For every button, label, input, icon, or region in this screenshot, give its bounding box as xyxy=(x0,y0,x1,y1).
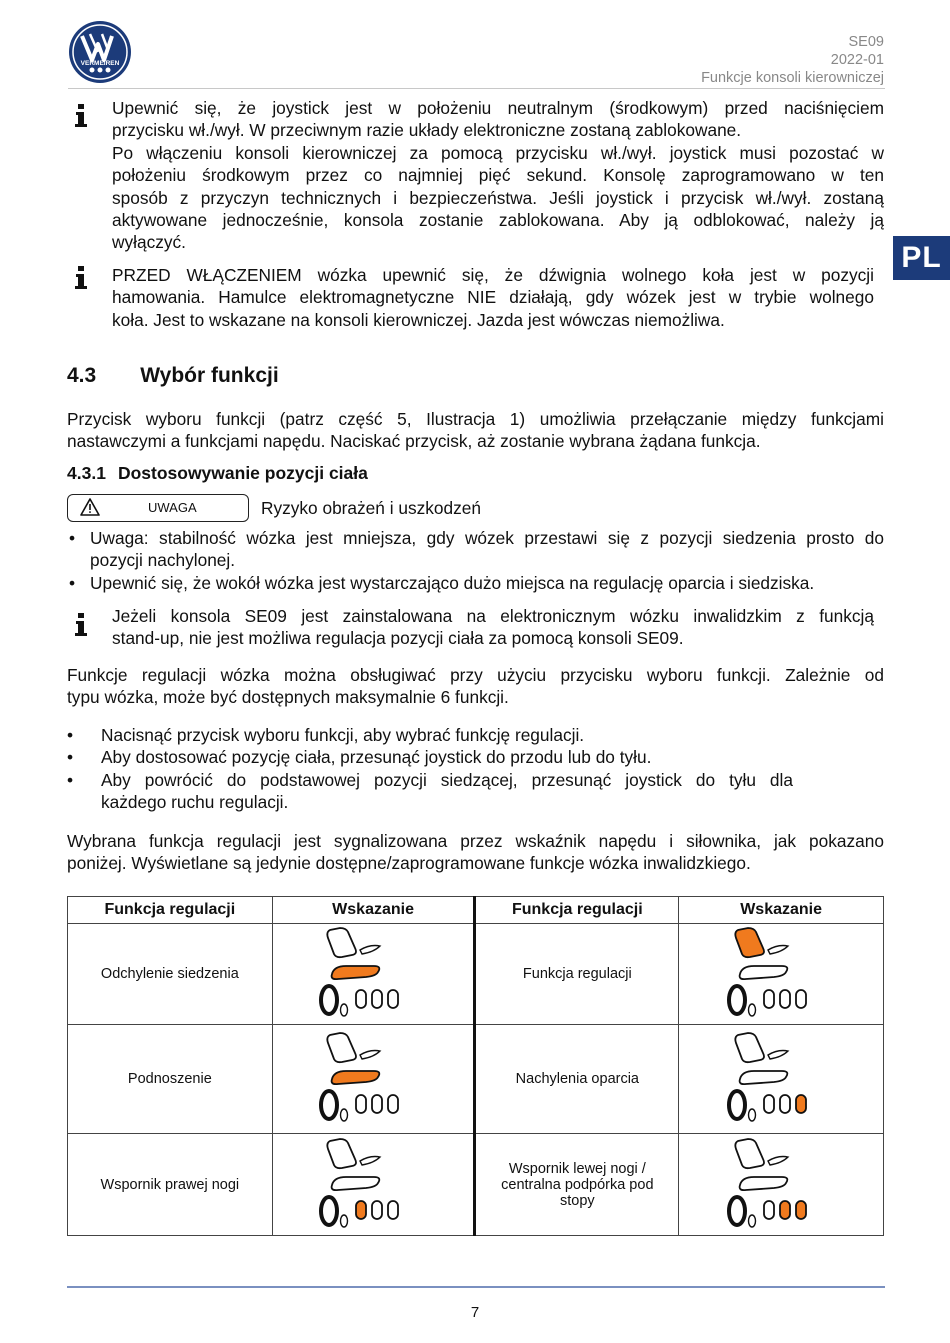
seat-tilt-indicator-icon xyxy=(318,924,428,1020)
armrest-segment xyxy=(768,1156,788,1165)
table-header: Funkcja regulacji xyxy=(68,897,273,924)
header-date: 2022-01 xyxy=(830,52,884,68)
legrest-segment xyxy=(796,990,806,1008)
indicator-cell xyxy=(272,1134,475,1236)
legrest-segment xyxy=(372,1201,382,1219)
backrest-segment xyxy=(327,1139,356,1168)
legrest-segment xyxy=(388,1095,398,1113)
table-header: Funkcja regulacji xyxy=(475,897,679,924)
caster-segment xyxy=(341,1215,348,1227)
caster-segment xyxy=(341,1004,348,1016)
info-icon xyxy=(74,104,88,133)
list-item: • Aby dostosować pozycję ciała, przesunąć joystick do przodu lub do tyłu. xyxy=(67,747,652,768)
paragraph-indicator: Wybrana funkcja regulacji jest sygnalizowana przez wskaźnik napędu i siłownika, jak pokazano poniżej. Wyświetlane są jedynie dostępne/zaprogramowane funkcje wózka inwalidzkiego. xyxy=(67,831,884,874)
legrest-segment xyxy=(780,1201,790,1219)
warning-text: Ryzyko obrażeń i uszkodzeń xyxy=(261,498,481,518)
warning-label: UWAGA xyxy=(148,500,197,515)
legrest-segment xyxy=(356,1201,366,1219)
indicator-cell xyxy=(272,1025,475,1134)
table-cell-label: Podnoszenie xyxy=(68,1025,273,1134)
warning-bullets xyxy=(67,527,884,594)
legrest-segment xyxy=(780,1095,790,1113)
armrest-segment xyxy=(360,1051,380,1060)
page-number: 7 xyxy=(470,1304,480,1321)
function-indicator-icon xyxy=(726,924,836,1020)
backrest-segment xyxy=(735,928,764,957)
wheel-segment xyxy=(729,986,745,1014)
list-item: • Uwaga: stabilność wózka jest mniejsza, gdy wózek przestawi się z pozycji siedzenia prosto do pozycji nachylonej. xyxy=(69,528,884,571)
caster-segment xyxy=(749,1109,756,1121)
logo-text: VERMEIREN xyxy=(80,60,120,67)
right-leg-indicator-icon xyxy=(318,1135,428,1231)
warning-box xyxy=(67,494,249,522)
vermeiren-logo xyxy=(68,20,132,84)
table-row xyxy=(68,924,884,1025)
table-header: Wskazanie xyxy=(272,897,475,924)
caster-segment xyxy=(749,1004,756,1016)
indicator-cell xyxy=(272,924,475,1025)
list-item: • Nacisnąć przycisk wyboru funkcji, aby wybrać funkcję regulacji. xyxy=(67,725,585,745)
paragraph-adjust-functions: Funkcje regulacji wózka można obsługiwać przy użyciu przycisku wyboru funkcji. Zależnie od typu wózka, może być dostępnych maksymalnie 6 funkcji. xyxy=(67,665,884,708)
list-item: • Aby powrócić do podstawowej pozycji siedzącej, przesunąć joystick do tyłu dla każdego ruchu regulacji. xyxy=(67,769,793,813)
legrest-segment xyxy=(356,1095,366,1113)
footer-rule xyxy=(67,1286,885,1288)
legrest-segment xyxy=(356,990,366,1008)
seat-segment xyxy=(332,1071,380,1084)
wheel-segment xyxy=(321,1091,337,1119)
armrest-segment xyxy=(768,1051,788,1060)
steps-list xyxy=(67,724,793,814)
table-cell-label: Nachylenia oparcia xyxy=(475,1025,679,1134)
table-row xyxy=(68,1134,884,1236)
info-note-freewheel: PRZED WŁĄCZENIEM wózka upewnić się, że dźwignia wolnego koła jest w pozycji hamowania. Hamulce elektromagnetyczne NIE działają, gdy wózek jest w trybie wolnego koła. Jest to wskazane na konsoli kierowniczej. Jazda jest wówczas niemożliwa. xyxy=(112,265,874,330)
table-cell-label: Wspornik prawej nogi xyxy=(68,1134,273,1236)
armrest-segment xyxy=(360,946,380,955)
seat-segment xyxy=(332,966,380,979)
backrest-segment xyxy=(735,1033,764,1062)
backrest-segment xyxy=(735,1139,764,1168)
info-note-joystick: Upewnić się, że joystick jest w położeniu neutralnym (środkowym) przed naciśnięciem przycisku wł./wył. W przeciwnym razie układy elektroniczne zostaną zablokowane. Po włączeniu konsoli kierowniczej za pomocą przycisku wł./wył. joystick musi pozostać w położeniu środkowym przez co najmniej pięć sekund. Konsolę zaprogramowano w ten sposób z przyczyn technicznych i bezpieczeństwa. Jeśli joystick i przycisk wł./wył. zostaną aktywowane jednocześnie, konsola zostanie zablokowana. Aby ją odblokować, należy ją wyłączyć. xyxy=(112,98,884,253)
seat-segment xyxy=(332,1177,380,1190)
legrest-segment xyxy=(780,990,790,1008)
backrest-segment xyxy=(327,1033,356,1062)
legrest-segment xyxy=(388,1201,398,1219)
caster-segment xyxy=(341,1109,348,1121)
indicator-table xyxy=(67,896,884,1236)
indicator-cell xyxy=(679,924,884,1025)
armrest-segment xyxy=(768,946,788,955)
legrest-segment xyxy=(764,1095,774,1113)
seat-segment xyxy=(740,1177,788,1190)
table-header: Wskazanie xyxy=(679,897,884,924)
legrest-segment xyxy=(764,1201,774,1219)
seat-segment xyxy=(740,1071,788,1084)
wheel-segment xyxy=(321,986,337,1014)
info-note-standup: Jeżeli konsola SE09 jest zainstalowana na elektronicznym wózku inwalidzkim z funkcją stand-up, nie jest możliwa regulacja pozycji ciała za pomocą konsoli SE09. xyxy=(112,606,874,649)
section-heading-4-3-1: 4.3.1 Dostosowywanie pozycji ciała xyxy=(67,463,368,483)
legrest-segment xyxy=(764,990,774,1008)
seat-segment xyxy=(740,966,788,979)
header-section: Funkcje konsoli kierowniczej xyxy=(701,70,884,86)
caster-segment xyxy=(749,1215,756,1227)
backrest-indicator-icon xyxy=(726,1029,836,1125)
wheel-segment xyxy=(729,1091,745,1119)
language-tab: PL xyxy=(893,236,950,280)
warning-triangle-icon xyxy=(80,498,100,516)
header-model: SE09 xyxy=(848,34,884,50)
legrest-segment xyxy=(372,990,382,1008)
legrest-segment xyxy=(388,990,398,1008)
backrest-segment xyxy=(327,928,356,957)
table-cell-label: Funkcja regulacji xyxy=(475,924,679,1025)
legrest-segment xyxy=(372,1095,382,1113)
armrest-segment xyxy=(360,1156,380,1165)
section-heading-4-3: 4.3 Wybór funkcji xyxy=(67,364,279,387)
legrest-segment xyxy=(796,1095,806,1113)
indicator-cell xyxy=(679,1025,884,1134)
wheel-segment xyxy=(321,1197,337,1225)
table-row xyxy=(68,1025,884,1134)
header-rule xyxy=(68,88,885,89)
indicator-cell xyxy=(679,1134,884,1236)
info-icon xyxy=(74,266,88,295)
list-item: • Upewnić się, że wokół wózka jest wystarczająco dużo miejsca na regulację oparcia i siedziska. xyxy=(69,572,815,593)
table-cell-label: Odchylenie siedzenia xyxy=(68,924,273,1025)
legrest-segment xyxy=(796,1201,806,1219)
lift-indicator-icon xyxy=(318,1029,428,1125)
wheel-segment xyxy=(729,1197,745,1225)
info-icon xyxy=(74,613,88,642)
table-cell-label: Wspornik lewej nogi / centralna podpórka pod stopy xyxy=(475,1134,679,1236)
left-leg-indicator-icon xyxy=(726,1135,836,1231)
paragraph-function-select: Przycisk wyboru funkcji (patrz część 5, Ilustracja 1) umożliwia przełączanie między funkcjami nastawczymi a funkcjami napędu. Naciskać przycisk, aż zostanie wybrana żądana funkcja. xyxy=(67,409,884,452)
